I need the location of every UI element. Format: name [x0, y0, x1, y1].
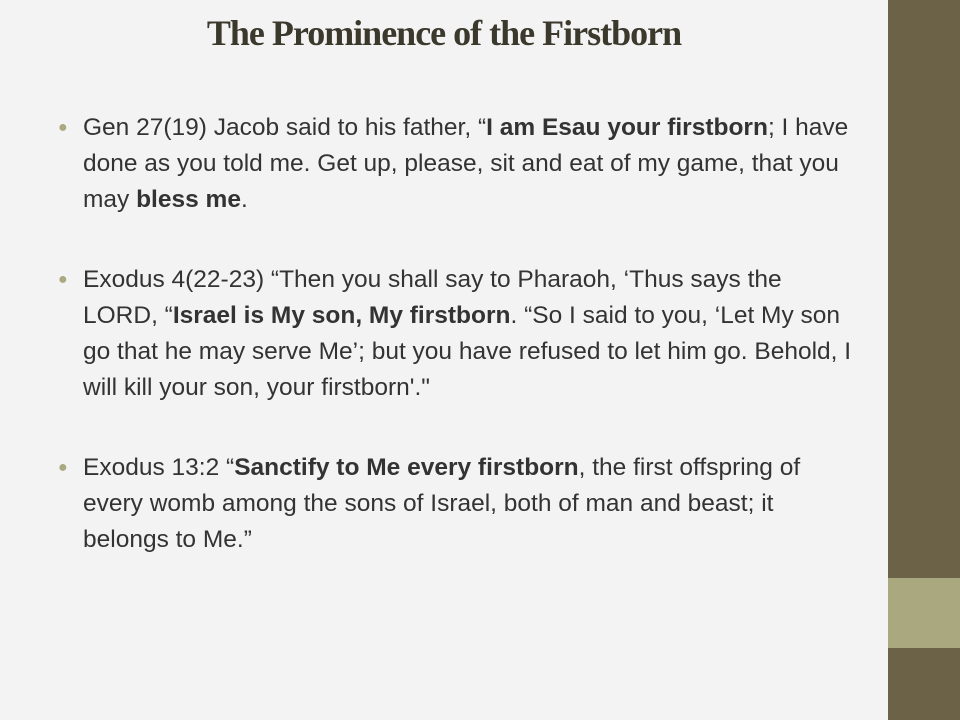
- text-segment: Gen 27(19) Jacob said to his father, “: [83, 114, 487, 141]
- sidebar-accent-band: [888, 578, 960, 648]
- bullet-text: [83, 266, 851, 401]
- text-segment: . “So I said to you, ‘Let My son go that he may serve Me’; but you have refused to let him go. Behold, I will kill your son, your firstborn'.": [83, 302, 852, 401]
- bold-segment: bless me: [136, 186, 241, 213]
- sidebar-bottom-band: [888, 648, 960, 720]
- bullet-item: [58, 450, 858, 558]
- bullet-text: [83, 454, 800, 553]
- slide-title: The Prominence of the Firstborn: [206, 13, 682, 53]
- bullet-dot-icon: ●: [58, 459, 68, 476]
- text-segment: .: [240, 186, 248, 213]
- bullet-text: [83, 114, 848, 213]
- bullet-list: [58, 110, 858, 558]
- bold-segment: I am Esau your firstborn: [486, 114, 768, 141]
- bullet-item: [58, 262, 858, 406]
- text-segment: Exodus 4(22-23) “Then you shall say to Pharaoh, ‘Thus says the LORD, “: [83, 266, 782, 329]
- bold-segment: Sanctify to Me every firstborn: [234, 454, 579, 481]
- bullet-dot-icon: ●: [58, 271, 68, 288]
- bold-segment: Israel is My son, My firstborn: [172, 302, 511, 329]
- bullet-item: [58, 110, 858, 218]
- text-segment: Exodus 13:2 “: [83, 454, 235, 481]
- sidebar-band: [888, 0, 960, 578]
- text-segment: , the first offspring of every womb among the sons of Israel, both of man and beast; it belongs to Me.”: [83, 454, 801, 553]
- bullet-dot-icon: ●: [58, 119, 68, 136]
- text-segment: ; I have done as you told me. Get up, please, sit and eat of my game, that you may: [83, 114, 849, 213]
